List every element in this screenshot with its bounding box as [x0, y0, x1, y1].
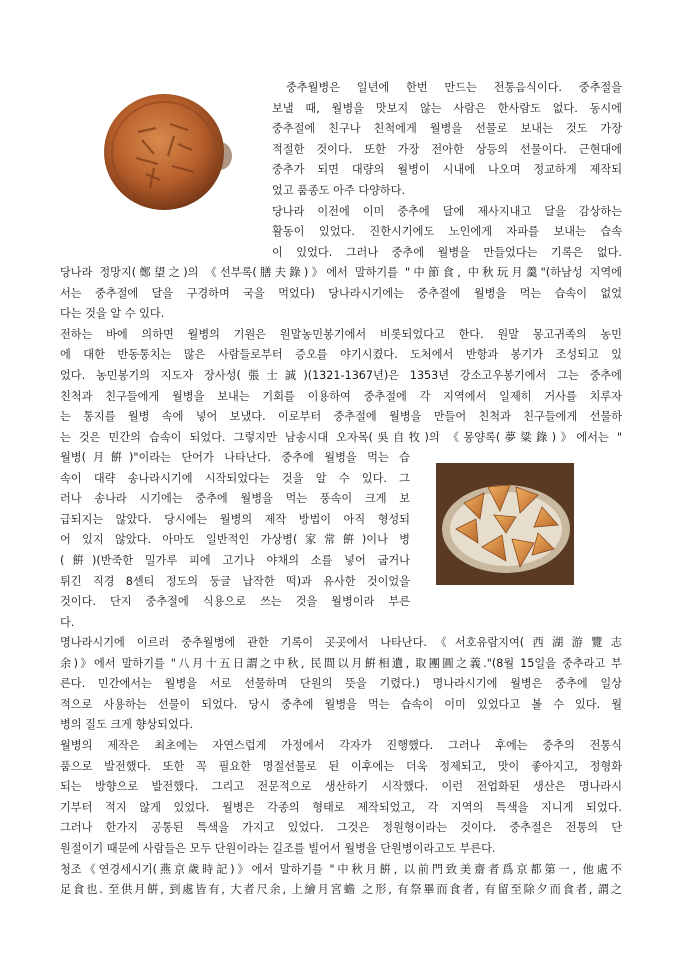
history-paragraph — [60, 263, 622, 448]
text-line: 었다. 농민봉기의 지도자 장사성(張士誠)(1321-1367년)은 1353년 강소고우봉기에서 그는 중추에 — [60, 368, 622, 382]
text-line: 에 대한 반동통치는 많은 사람들로부터 증오를 야기시켰다. 도처에서 반항과 봉기가 조성되고 있 — [60, 348, 622, 362]
text-line: 기부터 적지 않게 있었다. 월병은 각종의 형태로 제작되었고, 각 지역의 특색을 지니게 되었다. — [60, 800, 622, 814]
text-line: 월병의 제작은 최초에는 자연스럽게 가정에서 각자가 진행했다. 그러나 후에는 중추의 전통식 — [60, 738, 622, 752]
text-line: 급되지는 않았다. 당시에는 월병의 제작 방법이 아직 형성되 — [60, 512, 410, 526]
text-line: 월병(月餠)"이라는 단어가 나타난다. 중추에 월병을 먹는 습 — [60, 451, 410, 464]
text-line: 적으로 사용하는 선물이 되었다. 당시 중추에 월병을 먹는 습속이 이미 있었다고 볼 수 있다. 월 — [60, 697, 622, 711]
text-line: 이 있었다. 그러나 중추에 월병을 만들었다는 기록은 없다. — [272, 245, 622, 259]
text-line: 余)》에서 말하기를 "八月十五日謂之中秋, 民間以月餠相遺, 取團圓之義."(8월 15일을 중추라고 부 — [60, 656, 622, 670]
text-line: 그러나 한가지 공통된 특색을 가지고 있었다. 그것은 정원형이라는 것이다. 중추절은 전통의 단 — [60, 821, 622, 835]
text-line: 는 것은 민간의 습속이 되었다. 그렇지만 남송시대 오자목(吳自牧)의 《몽양록(夢粱錄)》에서는 " — [60, 430, 622, 444]
text-line: 다. — [60, 615, 75, 629]
song-dynasty-paragraph — [60, 448, 410, 633]
pastry-photo — [436, 463, 574, 585]
text-line: 어 있지 않았다. 아마도 일반적인 가상병(家常餠)이나 병 — [60, 533, 410, 547]
text-line: 명나라시기에 이르러 중추월병에 관한 기록이 곳곳에서 나타난다.《서호유람지여(西湖游覽志 — [60, 636, 622, 649]
text-line: 른다. 민간에서는 월병을 서로 선물하며 단원의 뜻을 기렸다.) 명나라시기에 월병은 중추에 일상 — [60, 677, 622, 691]
text-line: (餠)(반죽한 밀가루 피에 고기나 야채의 소를 넣어 굽거나 — [60, 553, 410, 567]
text-line: 원절이기 때문에 사람들은 모두 단원이라는 길조를 빌어서 월병을 단원병이라고도 부른다. — [60, 841, 496, 855]
intro-paragraph — [272, 78, 622, 263]
text-line: 었고 품종도 아주 다양하다. — [272, 183, 406, 197]
mooncake-photo — [98, 84, 238, 214]
text-line: 는 통지를 월병 속에 넣어 보냈다. 이로부터 중추절에 월병을 만들어 친척과 친구들에게 선물하 — [60, 410, 622, 424]
text-line: 전하는 바에 의하면 월병의 기원은 원말농민봉기에서 비롯되었다고 한다. 원말 몽고귀족의 농민 — [60, 327, 622, 341]
text-line: 당나라 이전에 이미 중추에 달에 제사지내고 달을 감상하는 — [272, 204, 622, 218]
text-line: 서는 중추절에 달을 구경하며 국을 먹었다) 당나라시기에는 중추절에 월병을 먹는 습속이 없었 — [60, 286, 622, 300]
text-line: 속이 대략 송나라시기에 시작되었다는 것을 알 수 있다. 그 — [60, 471, 410, 485]
text-line: 중추절에 친구나 친척에게 월병을 선물로 보내는 것도 가장 — [272, 122, 622, 136]
text-line: 보낼 때, 월병을 맛보지 않는 사람은 한사람도 없다. 동시에 — [272, 101, 622, 115]
text-line: 품으로 발전했다. 또한 꼭 필요한 명절선물로 된 이후에는 더욱 정제되고, 맛이 좋아지고, 정형화 — [60, 759, 622, 773]
text-line: 당나라 정망지(鄭望之)의 《선부록(膳夫錄)》에서 말하기를 "中節食, 中秋玩月羹"(하남성 지역에 — [60, 266, 622, 279]
text-line: 병의 질도 크게 향상되었다. — [60, 718, 194, 732]
text-line: 중추가 되면 대량의 월병이 시내에 나오며 정교하게 제작되 — [272, 163, 622, 177]
text-line: 다는 것을 알 수 있다. — [60, 307, 165, 321]
text-line: 중추월병은 일년에 한번 만드는 전통음식이다. 중추절을 — [286, 81, 622, 94]
text-line: 활동이 있었다. 진한시기에도 노인에게 자파를 보내는 습속 — [272, 225, 622, 239]
text-line: 청조《연경세시기(燕京歲時記)》에서 말하기를 "中秋月餠, 以前門致美齋者爲京都第一, 他處不 — [60, 862, 622, 876]
text-line: 튀긴 직경 8센티 정도의 둥글 납작한 떡)과 유사한 것이었을 — [60, 574, 410, 588]
text-line: 적절한 것이다. 또한 가장 전아한 상등의 선물이다. 근현대에 — [272, 142, 622, 156]
text-line: 足食也. 至供月餠, 到處皆有, 大者尺余, 上繪月宮蟾 之形, 有祭畢而食者, 有留至除夕而食者, 謂之 — [60, 883, 622, 897]
text-line: 친척과 친구들에게 월병을 보내는 기회를 이용하여 중추절에 각 지역에서 일제히 거사를 치루자 — [60, 389, 622, 403]
ming-qing-paragraph — [60, 633, 622, 901]
text-line: 되는 방향으로 발전했다. 그리고 전문적으로 생산하기 시작했다. 이런 전업화된 생산은 명나라시 — [60, 780, 622, 794]
text-line: 러나 송나라 시기에는 중추에 월병을 먹는 풍속이 크게 보 — [60, 492, 410, 506]
text-line: 것이다. 단지 중추절에 식용으로 쓰는 것을 월병이라 부른 — [60, 595, 410, 609]
